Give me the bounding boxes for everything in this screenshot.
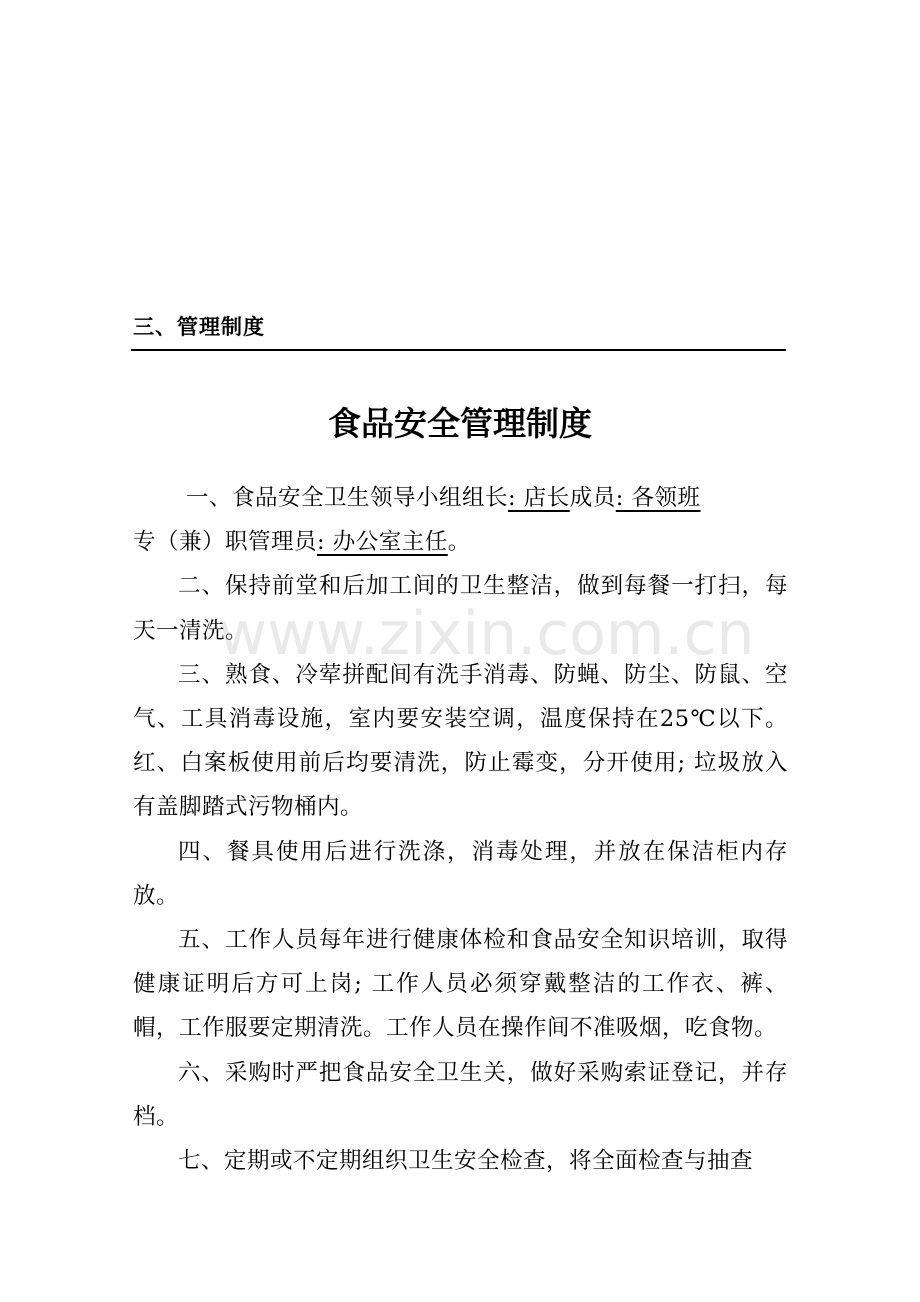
paragraph-5: 五、工作人员每年进行健康体检和食品安全知识培训，取得健康证明后方可上岗; 工作人员必须穿戴整洁的工作衣、裤、帽，工作服要定期清洗。工作人员在操作间不准吸烟，吃食物。 [133, 927, 788, 1042]
p1-underline-members: : 各领班 [615, 485, 701, 511]
p1-underline-leader: : 店长 [508, 485, 570, 511]
document-title: 食品安全管理制度 [328, 404, 592, 443]
paragraph-1 [133, 476, 788, 564]
paragraph-7: 七、定期或不定期组织卫生安全检查，将全面检查与抽查 [178, 1148, 754, 1175]
watermark: www.zixin.com.cn [218, 599, 755, 669]
paragraph-3: 三、熟食、冷荤拼配间有洗手消毒、防蝇、防尘、防鼠、空气、工具消毒设施，室内要安装空调，温度保持在25℃以下。红、白案板使用前后均要清洗，防止霉变，分开使用; 垃圾放入有盖脚踏式污物桶内。 [133, 661, 788, 821]
p1-text-members: 成员 [569, 485, 616, 511]
heading-rule [131, 349, 786, 351]
paragraph-2: 二、保持前堂和后加工间的卫生整洁，做到每餐一打扫，每天一清洗。 [133, 573, 788, 644]
document-body [133, 476, 788, 1183]
paragraph-6: 六、采购时严把食品安全卫生关，做好采购索证登记，并存档。 [133, 1059, 788, 1130]
p1-underline-manager: : 办公室主任 [317, 529, 448, 556]
section-heading: 三、管理制度 [133, 315, 265, 339]
p1-text-a: 一、食品安全卫生领导小组组长 [186, 485, 509, 511]
p1-text-manager: 专（兼）职管理员 [133, 529, 318, 556]
p1-period: 。 [447, 529, 471, 556]
paragraph-4: 四、餐具使用后进行洗涤，消毒处理，并放在保洁柜内存放。 [133, 838, 788, 909]
